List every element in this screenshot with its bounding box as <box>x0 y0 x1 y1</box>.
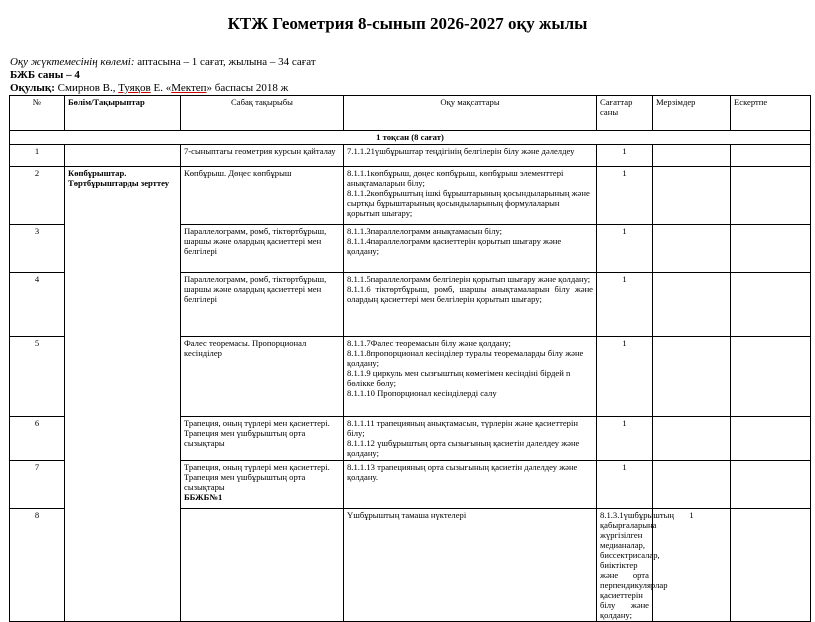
row-hours: 1 <box>597 417 653 461</box>
row-notes <box>731 461 811 509</box>
row-notes <box>731 145 811 167</box>
row-hours: 1 <box>597 167 653 225</box>
textbook-line: Оқулық: Смирнов В., Туяқов Е. «Мектеп» баспасы 2018 ж <box>10 82 289 94</box>
row-topic: Трапеция, оның түрлері мен қасиеттері. Трапеция мен үшбұрыштың орта сызықтары <box>181 417 344 461</box>
row-notes <box>731 337 811 417</box>
row-dates <box>653 337 731 417</box>
textbook-label: Оқулық: <box>10 82 55 94</box>
row-topic: Үшбұрыштың тамаша нүктелері <box>344 509 597 622</box>
study-load-label: Оқу жүктемесінің көлемі: <box>10 56 135 68</box>
row-hours: 1 <box>597 273 653 337</box>
row-num: 5 <box>10 337 65 417</box>
header-section: Бөлім/Тақырыптар <box>65 96 181 131</box>
plan-table <box>9 95 811 622</box>
bjb-count: БЖБ саны – 4 <box>10 69 80 81</box>
row-goals: 8.1.1.13 трапецияның орта сызығының қасиетін дәлелдеу және қолдану. <box>344 461 597 509</box>
row-hours: 1 <box>597 145 653 167</box>
row-dates <box>653 461 731 509</box>
row-goals: 8.1.3.1үшбұрыштың қабырғаларына жүргізілген медианалар, биссектрисалар, биіктіктер және орта перпендикулярлар қасиеттерін білу және қолдану; <box>597 509 653 622</box>
header-hours: Сағаттар саны <box>597 96 653 131</box>
row-topic <box>181 461 344 509</box>
table-header-row <box>10 96 811 131</box>
row-num: 3 <box>10 225 65 273</box>
row-goals: 8.1.1.3параллелограмм анықтамасын білу; 8.1.1.4параллелограмм қасиеттерін қорытып шығару және қолдану; <box>344 225 597 273</box>
row-topic: Көпбұрыш. Дөңес көпбұрыш <box>181 167 344 225</box>
row-notes <box>731 225 811 273</box>
study-load-value: аптасына – 1 сағат, жылына – 34 сағат <box>134 56 316 68</box>
row-notes <box>731 273 811 337</box>
row-dates <box>653 167 731 225</box>
row-notes <box>731 417 811 461</box>
header-num: № <box>10 96 65 131</box>
row-notes <box>731 167 811 225</box>
row-dates <box>653 225 731 273</box>
table-row <box>10 167 811 225</box>
row-goals: 8.1.1.1көпбұрыш, дөңес көпбұрыш, көпбұрыш элементтері анықтамаларын білу; 8.1.1.2көпбұрыштың ішкі бұрыштарының қосындыларының және сыртқы бұрыштарының қосындыларының формулаларын қорытып шығару; <box>344 167 597 225</box>
row-hours: 1 <box>653 509 731 622</box>
row-hours: 1 <box>597 461 653 509</box>
header-dates: Мерзімдер <box>653 96 731 131</box>
row-goals: 7.1.1.21үшбұрыштар теңдігінің белгілерін білу және дәлелдеу <box>344 145 597 167</box>
row-topic: 7-сыныптағы геометрия курсын қайталау <box>181 145 344 167</box>
quarter-label: 1 тоқсан (8 сағат) <box>10 131 811 145</box>
row-hours: 1 <box>597 337 653 417</box>
row-dates <box>653 273 731 337</box>
bjb-marker: ББЖБ№1 <box>184 492 223 502</box>
row-dates <box>731 509 811 622</box>
row-topic: Фалес теоремасы. Пропорционал кесінділер <box>181 337 344 417</box>
row-topic-text: Трапеция, оның түрлері мен қасиеттері. Трапеция мен үшбұрыштың орта сызықтары <box>184 462 330 492</box>
header-goals: Оқу мақсаттары <box>344 96 597 131</box>
row-num: 1 <box>10 145 65 167</box>
row-dates <box>653 145 731 167</box>
section-cell <box>181 509 344 622</box>
quarter-row <box>10 131 811 145</box>
row-goals: 8.1.1.7Фалес теоремасын білу және қолдану; 8.1.1.8пропорционал кесінділер туралы теоремаларды білу және қолдану; 8.1.1.9 циркуль мен сызғыштың көмегімен кесіндіні бірдей n бөлікке бөлу; 8.1.1.10 Пропорционал кесінділерді салу <box>344 337 597 417</box>
row-hours: 1 <box>597 225 653 273</box>
row-num: 8 <box>10 509 65 622</box>
document-title: КТЖ Геометрия 8-сынып 2026-2027 оқу жылы <box>227 14 588 33</box>
row-goals: 8.1.1.5параллелограмм белгілерін қорытып шығару және қолдану; 8.1.1.6 тіктөртбұрыш, ромб, шаршы анықтамаларын білу және олардың қасиеттері мен белгілерін қорытып шығару; <box>344 273 597 337</box>
row-num: 2 <box>10 167 65 225</box>
study-load-line <box>10 56 316 68</box>
header-topic: Сабақ тақырыбы <box>181 96 344 131</box>
row-num: 7 <box>10 461 65 509</box>
row-goals: 8.1.1.11 трапецияның анықтамасын, түрлерін және қасиеттерін білу; 8.1.1.12 үшбұрыштың орта сызығының қасиетін дәлелдеу және қолдану; <box>344 417 597 461</box>
row-num: 4 <box>10 273 65 337</box>
row-topic: Параллелограмм, ромб, тіктөртбұрыш, шаршы және олардың қасиеттері мен белгілері <box>181 273 344 337</box>
section-title: Көпбұрыштар. Төртбұрыштарды зерттеу <box>65 167 181 622</box>
row-dates <box>653 417 731 461</box>
row-num: 6 <box>10 417 65 461</box>
table-row <box>10 145 811 167</box>
section-cell <box>65 145 181 167</box>
row-topic: Параллелограмм, ромб, тіктөртбұрыш, шаршы және олардың қасиеттері мен белгілері <box>181 225 344 273</box>
header-notes: Ескертпе <box>731 96 811 131</box>
